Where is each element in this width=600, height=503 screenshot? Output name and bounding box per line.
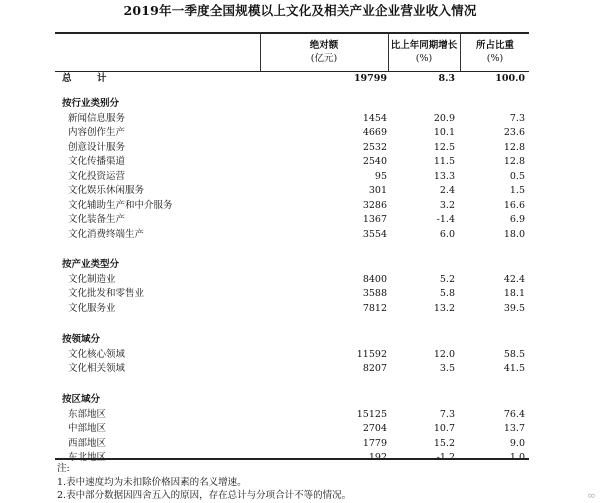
table-row-value-3: 6.9: [509, 214, 525, 226]
table-row-label: 东北地区: [68, 452, 107, 464]
table-row-value-3: 18.1: [503, 288, 525, 300]
table-row: [55, 184, 529, 198]
table-row: [55, 348, 529, 362]
table-row-value-3: 13.7: [503, 423, 525, 435]
table-row-label: 文化服务业: [68, 302, 116, 314]
top-rule: [55, 32, 529, 34]
table-row-label: 文化辅助生产和中介服务: [68, 199, 173, 211]
table-row: [55, 422, 529, 436]
section-heading-label: 按区域分: [62, 394, 101, 405]
table-row-value-1: 2540: [362, 156, 387, 168]
column-divider: [260, 33, 261, 71]
section-heading: [55, 97, 529, 111]
header-growth: [388, 39, 460, 65]
table-row-value-3: 58.5: [503, 348, 525, 360]
table-row-value-3: 1.5: [509, 185, 525, 197]
table-row: [55, 199, 529, 213]
table-row-value-2: 6.0: [439, 228, 455, 240]
table-row-value-2: 20.9: [433, 112, 455, 124]
table-row: [55, 287, 529, 301]
section-heading-label: 按领域分: [62, 334, 101, 345]
total-row-value-3: 100.0: [495, 73, 525, 84]
table-row-value-2: 3.2: [439, 199, 455, 211]
table-row-label: 西部地区: [68, 437, 107, 449]
table-row: [55, 213, 529, 227]
table-row-value-3: 42.4: [503, 273, 525, 285]
header-amount: [262, 39, 386, 65]
total-row-value-2: 8.3: [438, 73, 455, 84]
table-row-label: 新闻信息服务: [68, 112, 126, 124]
table-row-value-1: 3588: [362, 288, 387, 300]
section-heading-label: 按行业类别分: [62, 98, 120, 109]
table-row-value-1: 4669: [362, 127, 387, 139]
table-row-label: 文化娱乐休闲服务: [68, 185, 145, 197]
table-row-value-2: 7.3: [439, 408, 455, 420]
table-title: 2019年一季度全国规模以上文化及相关产业企业营业收入情况: [123, 3, 477, 18]
table-row-label: 东部地区: [68, 408, 107, 420]
section-heading: [55, 393, 529, 407]
table-row-label: 文化传播渠道: [68, 156, 126, 168]
table-row-value-1: 1454: [362, 112, 387, 124]
table-row-value-2: 10.7: [433, 423, 455, 435]
table-row: [55, 141, 529, 155]
table-row: [55, 408, 529, 422]
table-row-value-2: 15.2: [433, 437, 455, 449]
table-row-value-2: 11.5: [433, 156, 455, 168]
table-row-value-3: 16.6: [503, 199, 525, 211]
notes: [57, 462, 351, 503]
table-row-value-1: 8400: [362, 273, 387, 285]
table-row-label: 内容创作生产: [68, 127, 126, 139]
table-row: [55, 302, 529, 316]
note-2: 2.表中部分数据因四舍五入的原因，存在总计与分项合计不等的情况。: [57, 490, 352, 501]
section-heading: [55, 333, 529, 347]
section-heading: [55, 258, 529, 272]
table-row-label: 文化装备生产: [68, 214, 126, 226]
table-row-label: 文化核心领域: [68, 348, 126, 360]
table-row-value-3: 18.0: [503, 228, 525, 240]
table-row-value-1: 15125: [356, 408, 387, 420]
section-heading-label: 按产业类型分: [62, 259, 120, 270]
table-row-value-2: 2.4: [439, 185, 455, 197]
table-row-value-3: 41.5: [503, 363, 525, 375]
table-row: [55, 362, 529, 376]
table-row-value-2: 3.5: [439, 363, 455, 375]
table-row-value-1: 1779: [362, 437, 387, 449]
header-growth-label: 比上年同期增长: [390, 40, 458, 51]
total-row-label: 总 计: [62, 73, 115, 84]
table-row-value-1: 11592: [356, 348, 387, 360]
watermark-logo: ∞: [586, 489, 596, 502]
header-growth-unit: (%): [415, 53, 433, 64]
table-row-label: 文化制造业: [68, 273, 116, 285]
table-row-value-3: 12.8: [503, 141, 525, 153]
table-row-value-1: 3554: [362, 228, 387, 240]
table-row-value-2: 13.3: [433, 170, 455, 182]
table-row: [55, 273, 529, 287]
table-row-value-3: 7.3: [509, 112, 525, 124]
table-row-label: 文化消费终端生产: [68, 228, 145, 240]
table-row-value-2: 5.8: [439, 288, 455, 300]
bottom-rule: [55, 458, 529, 460]
header-amount-unit: (亿元): [310, 53, 338, 64]
table-row-value-3: 9.0: [509, 437, 525, 449]
header-share-label: 所占比重: [475, 40, 514, 51]
table-row-value-3: 12.8: [503, 156, 525, 168]
table-row-label: 中部地区: [68, 423, 107, 435]
table-row-label: 文化相关领域: [68, 363, 126, 375]
table-row-value-1: 95: [374, 170, 387, 182]
table-row-value-1: 192: [368, 452, 387, 464]
table-row: [55, 228, 529, 242]
table-row-value-3: 0.5: [509, 170, 525, 182]
table-row: [55, 126, 529, 140]
table-row-value-3: 39.5: [503, 302, 525, 314]
table-row-value-1: 8207: [362, 363, 387, 375]
table-row: [55, 170, 529, 184]
table-row: [55, 437, 529, 451]
notes-heading: 注:: [57, 463, 70, 474]
table-row-value-1: 7812: [362, 302, 387, 314]
table-row-value-1: 1367: [362, 214, 387, 226]
table-row: [55, 155, 529, 169]
header-amount-label: 绝对额: [309, 40, 339, 51]
table-row: [55, 112, 529, 126]
table-row-value-3: 23.6: [503, 127, 525, 139]
table-row-value-2: 12.0: [433, 348, 455, 360]
table-row-value-1: 2704: [362, 423, 387, 435]
table-row-value-2: 10.1: [433, 127, 455, 139]
header-share-unit: (%): [486, 53, 504, 64]
table-row-value-2: 13.2: [433, 302, 455, 314]
table-row-label: 文化批发和零售业: [68, 288, 145, 300]
table-row-value-1: 2532: [362, 141, 387, 153]
total-row: [55, 72, 529, 86]
header-share: [460, 39, 530, 65]
table-row-label: 创意设计服务: [68, 141, 126, 153]
table-row-value-1: 3286: [362, 199, 387, 211]
table-row-value-3: 1.0: [509, 452, 525, 464]
table-row-value-1: 301: [368, 185, 387, 197]
table-row-label: 文化投资运营: [68, 170, 126, 182]
total-row-value-1: 19799: [353, 73, 387, 84]
table-row-value-2: 5.2: [439, 273, 455, 285]
table-row-value-2: -1.4: [436, 214, 455, 226]
table-row-value-3: 76.4: [503, 408, 525, 420]
table-row-value-2: -1.2: [436, 452, 455, 464]
table-row-value-2: 12.5: [433, 141, 455, 153]
note-1: 1.表中速度均为未扣除价格因素的名义增速。: [57, 476, 247, 488]
